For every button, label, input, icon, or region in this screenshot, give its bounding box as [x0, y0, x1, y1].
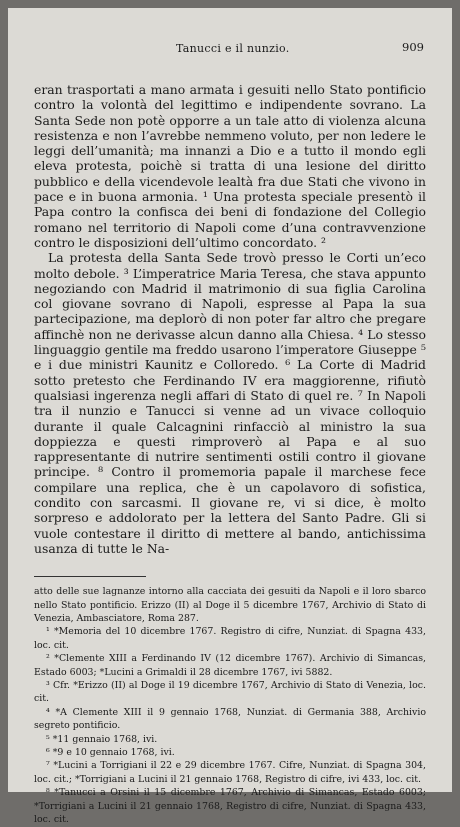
footnote: atto delle sue lagnanze intorno alla cacciata dei gesuiti da Napoli e il loro sbarco nello Stato pontificio. Erizzo (II) al Doge il 5 dicembre 1767, Archivio di Stato di Venezia, Ambasciatore, Roma 287. — [34, 586, 426, 625]
page-header — [34, 40, 426, 58]
footnote: ⁵ *11 gennaio 1768, ivi. — [46, 733, 158, 745]
footnote: ⁶ *9 e 10 gennaio 1768, ivi. — [46, 747, 175, 759]
footnotes — [34, 585, 426, 826]
paragraph: eran trasportati a mano armata i gesuiti nello Stato pontificio contro la volontà del legittimo e indipendente sovrano. La Santa Sede non potè opporre a un tale atto di violenza alcuna resistenza e non l’avrebbe nemmeno voluto, per non ledere le leggi dell’umanità; ma innanzi a Dio e a tutto il mondo egli eleva protesta, poichè si tratta di una lesione del diritto pubblico e della vicendevole lealtà fra due Stati che vivono in pace e in buona armonia. ¹ Una protesta speciale presentò il Papa contro la confisca dei beni di fondazione del Collegio romano nel territorio di Napoli come d’una contravvenzione contro le disposizioni dell’ultimo concordato. ² — [34, 82, 426, 250]
main-text — [34, 82, 426, 556]
footnote: ⁴ *A Clemente XIII il 9 gennaio 1768, Nunziat. di Germania 388, Archivio segreto pontificio. — [34, 706, 426, 732]
book-page — [8, 8, 452, 826]
footnote-divider — [34, 576, 146, 577]
paragraph: La protesta della Santa Sede trovò presso le Corti un’eco molto debole. ³ L’imperatrice Maria Teresa, che stava appunto negoziando con Madrid il matrimonio di sua figlia Carolina col giovane sovrano di Napoli, espresse al Papa la sua partecipazione, ma deplorò di non poter far altro che pregare affinchè non ne derivasse alcun danno alla Chiesa. ⁴ Lo stesso linguaggio gentile ma freddo usarono l’imperatore Giuseppe ⁵ e i due ministri Kaunitz e Colloredo. ⁶ La Corte di Madrid sotto pretesto che Ferdinando IV era maggiorenne, rifiutò qualsiasi ingerenza negli affari di Stato di quel re. ⁷ In Napoli tra il nunzio e Tanucci si venne ad un vivace colloquio durante il quale Calcagnini rinfacciò al ministro la sua doppiezza e questi rimproverò al Papa e al suo rappresentante di nutrire sentimenti ostili contro il giovane principe. ⁸ Contro il promemoria papale il marchese fece compilare una replica, che è un capolavoro di sofistica, condito con sarcasmi. Il giovane re, vi si dice, è molto sorpreso e addolorato per la lettera del Santo Padre. Gli si vuole contestare il diritto di mettere al bando, antichissima usanza di tutte le Na- — [34, 250, 426, 556]
footnote: ¹ *Memoria del 10 dicembre 1767. Registro di cifre, Nunziat. di Spagna 433, loc. cit. — [34, 626, 426, 651]
footnote: ⁷ *Lucini a Torrigiani il 22 e 29 dicembre 1767. Cifre, Nunziat. di Spagna 304, loc. cit.; *Torrigiani a Lucini il 21 gennaio 1768, Registro di cifre, ivi 433, loc. cit. — [34, 760, 426, 785]
footnote: ⁸ *Tanucci a Orsini il 15 dicembre 1767, Archivio di Simancas, Estado 6003; *Torrigiani a Lucini il 21 gennaio 1768, Registro di cifre, Nunziat. di Spagna 433, loc. cit. — [34, 787, 426, 826]
running-title: Tanucci e il nunzio. — [176, 42, 290, 55]
footnote: ³ Cfr. *Erizzo (II) al Doge il 19 dicembre 1767, Archivio di Stato di Venezia, loc. cit. — [34, 680, 426, 705]
page-number: 909 — [402, 40, 424, 54]
footnote: ² *Clemente XIII a Ferdinando IV (12 dicembre 1767). Archivio di Simancas, Estado 6003; *Lucini a Grimaldi il 28 dicembre 1767, ivi 5882. — [34, 653, 426, 678]
